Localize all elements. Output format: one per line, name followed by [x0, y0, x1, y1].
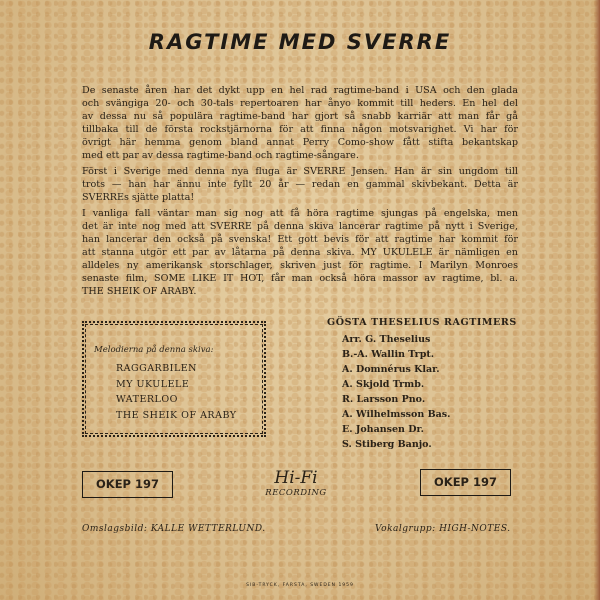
text-line: av dessa nu så populära ragtime-band har gjort så snabb karriär att man får gå [82, 111, 518, 122]
track-list-box [82, 321, 266, 437]
track-list-heading: Melodierna på denna skiva: [94, 345, 214, 355]
track-list [116, 361, 237, 423]
text-line: trots — han har ännu inte fyllt 20 år — redan en gammal skivbekant. Detta är [82, 179, 518, 190]
text-line: SVERREs sjätte platta! [82, 192, 195, 203]
track-item: RAGGARBILEN [116, 363, 197, 374]
text-line: och svängiga 20- och 30-tals repertoaren har ånyo kommit till heders. En hel del [82, 98, 518, 109]
recording-text: RECORDING [265, 488, 327, 498]
text-line: De senaste åren har det dykt upp en hel rad ragtime-band i USA och den glada [82, 85, 518, 96]
band-name: GÖSTA THESELIUS RAGTIMERS [327, 317, 517, 328]
printer-footer: SIB-TRYCK, FARSTA, SWEDEN 1959 [246, 583, 354, 588]
band-members [342, 332, 517, 452]
text-line: att stanna utgör ett par av låtarna på denna skiva. MY UKULELE är nämligen en [82, 247, 518, 258]
paragraph-1 [82, 84, 518, 162]
band-credits [327, 317, 517, 452]
text-line: tillbaka till de första rockstjärnorna för att finna någon motsvarighet. Vi har för [82, 124, 518, 135]
paragraph-3 [82, 207, 518, 298]
text-line: Först i Sverige med denna nya fluga är SVERRE Jensen. Han är sin ungdom till [82, 166, 518, 177]
text-line: senaste film, SOME LIKE IT HOT, får man också höra massor av ragtime, bl. a. [82, 273, 518, 284]
band-member: E. Johansen Dr. [342, 424, 424, 435]
band-member: Arr. G. Theselius [342, 334, 431, 345]
catalog-number-left: OKEP 197 [82, 471, 173, 498]
album-title: RAGTIME MED SVERRE [148, 30, 452, 54]
band-member: A. Domnérus Klar. [342, 364, 440, 375]
hifi-text: Hi-Fi [274, 468, 318, 488]
text-line: THE SHEIK OF ARABY. [82, 286, 197, 297]
track-item: WATERLOO [116, 394, 178, 405]
text-line: I vanliga fall väntar man sig nog att få höra ragtime sjungas på engelska, men [82, 208, 518, 219]
band-member: B.-A. Wallin Trpt. [342, 349, 435, 360]
liner-notes [82, 84, 518, 301]
text-line: övrigt här hemma genom bland annat Perry Como-show fått stifta bekantskap [82, 137, 518, 148]
sleeve-edge [594, 0, 600, 600]
text-line: han lancerar den också på svenska! Ett gott bevis för att ragtime har kommit för [82, 234, 518, 245]
paragraph-2 [82, 165, 518, 204]
cover-credit: Omslagsbild: KALLE WETTERLUND. [82, 524, 266, 534]
track-item: THE SHEIK OF ARABY [116, 409, 237, 421]
band-member: A. Skjold Trmb. [342, 379, 425, 390]
band-member: S. Stiberg Banjo. [342, 439, 432, 450]
vocal-credit: Vokalgrupp: HIGH-NOTES. [375, 524, 511, 534]
track-item: MY UKULELE [116, 378, 190, 390]
catalog-number-right: OKEP 197 [420, 469, 511, 496]
text-line: det är inte nog med att SVERRE på denna skiva lancerar ragtime på nytt i Sverige, [82, 221, 518, 232]
text-line: alldeles ny amerikansk storschlager, skriven just för ragtime. I Marilyn Monroes [82, 260, 518, 271]
band-member: A. Wilhelmsson Bas. [342, 409, 451, 420]
hifi-logo [246, 468, 346, 498]
text-line: med ett par av dessa ragtime-band och ragtime-sångare. [82, 150, 359, 161]
band-member: R. Larsson Pno. [342, 394, 426, 405]
